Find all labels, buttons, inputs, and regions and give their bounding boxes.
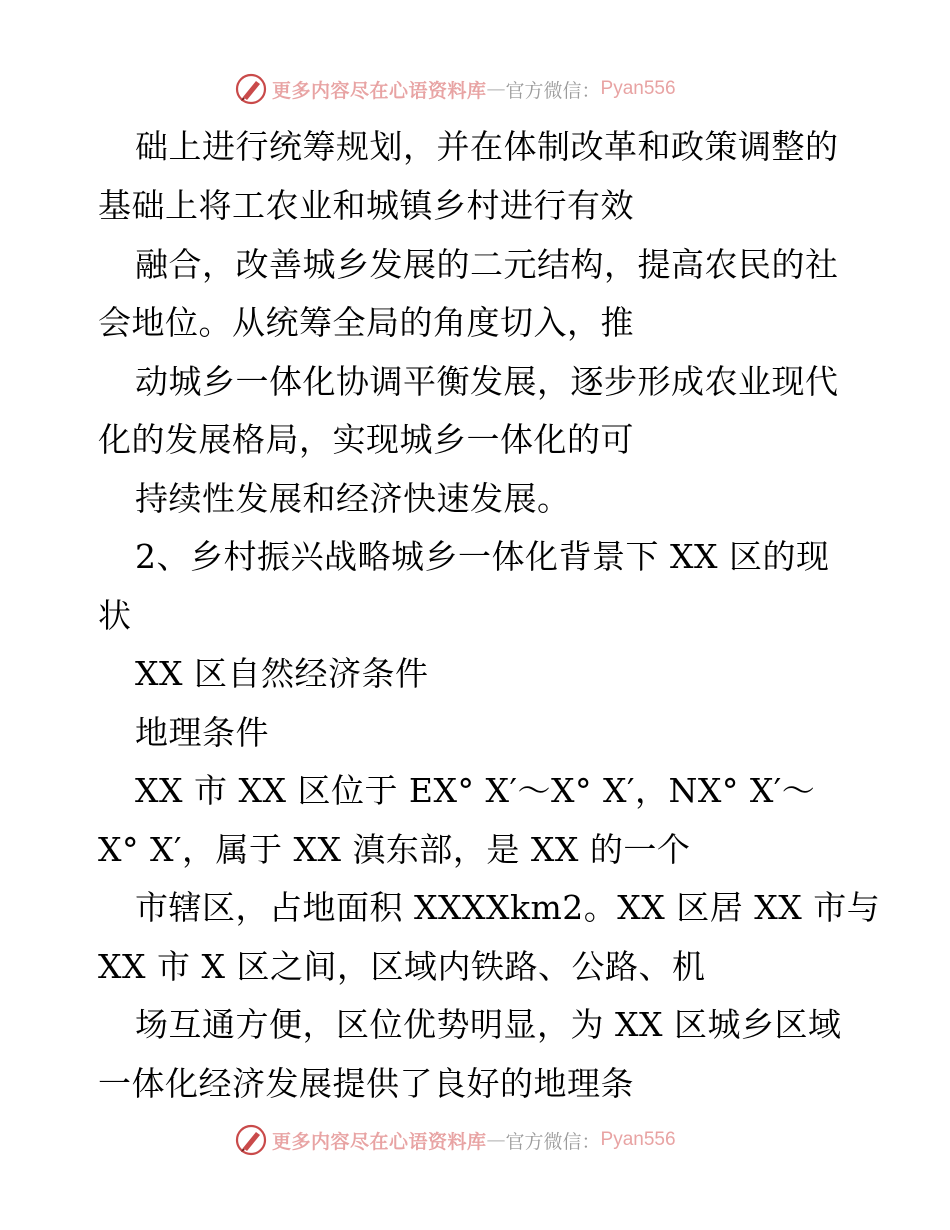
watermark-separator: — [486, 78, 506, 100]
body-line: 动城乡一体化协调平衡发展，逐步形成农业现代 [135, 362, 839, 401]
body-line: 一体化经济发展提供了良好的地理条 [98, 1064, 634, 1103]
body-line: XX 市 XX 区位于 EX° X′～X° X′，NX° X′～ [135, 771, 816, 810]
body-line: 基础上将工农业和城镇乡村进行有效 [98, 186, 634, 225]
watermark-wechat-id: Pyan556 [600, 78, 676, 99]
body-line: 市辖区，占地面积 XXXXkm2。XX 区居 XX 市与 [135, 888, 881, 927]
body-line: 会地位。从统筹全局的角度切入，推 [98, 303, 634, 342]
footer-watermark [234, 1123, 676, 1157]
body-line: 化的发展格局，实现城乡一体化的可 [98, 420, 634, 459]
subsection-heading: 地理条件 [135, 713, 269, 752]
section-heading: 2、乡村振兴战略城乡一体化背景下 XX 区的现 [135, 537, 830, 576]
body-line: XX 市 X 区之间，区域内铁路、公路、机 [98, 947, 706, 986]
pen-logo-icon [234, 72, 268, 106]
watermark-label: 官方微信： [505, 1130, 601, 1153]
watermark-text: 更多内容尽在心语资料库 [272, 79, 487, 102]
body-line: 融合，改善城乡发展的二元结构，提高农民的社 [135, 245, 839, 284]
watermark-separator: — [486, 1129, 506, 1151]
header-watermark [234, 72, 676, 106]
section-heading-continuation: 状 [98, 596, 132, 635]
watermark-text: 更多内容尽在心语资料库 [272, 1130, 487, 1153]
watermark-wechat-id: Pyan556 [600, 1129, 676, 1150]
subsection-heading: XX 区自然经济条件 [135, 654, 429, 693]
body-line: 场互通方便，区位优势明显，为 XX 区城乡区域 [135, 1005, 842, 1044]
body-line: 持续性发展和经济快速发展。 [135, 479, 571, 518]
body-line: X° X′，属于 XX 滇东部，是 XX 的一个 [98, 830, 691, 869]
watermark-label: 官方微信： [505, 79, 601, 102]
body-line: 础上进行统筹规划，并在体制改革和政策调整的 [135, 127, 839, 166]
pen-logo-icon [234, 1123, 268, 1157]
